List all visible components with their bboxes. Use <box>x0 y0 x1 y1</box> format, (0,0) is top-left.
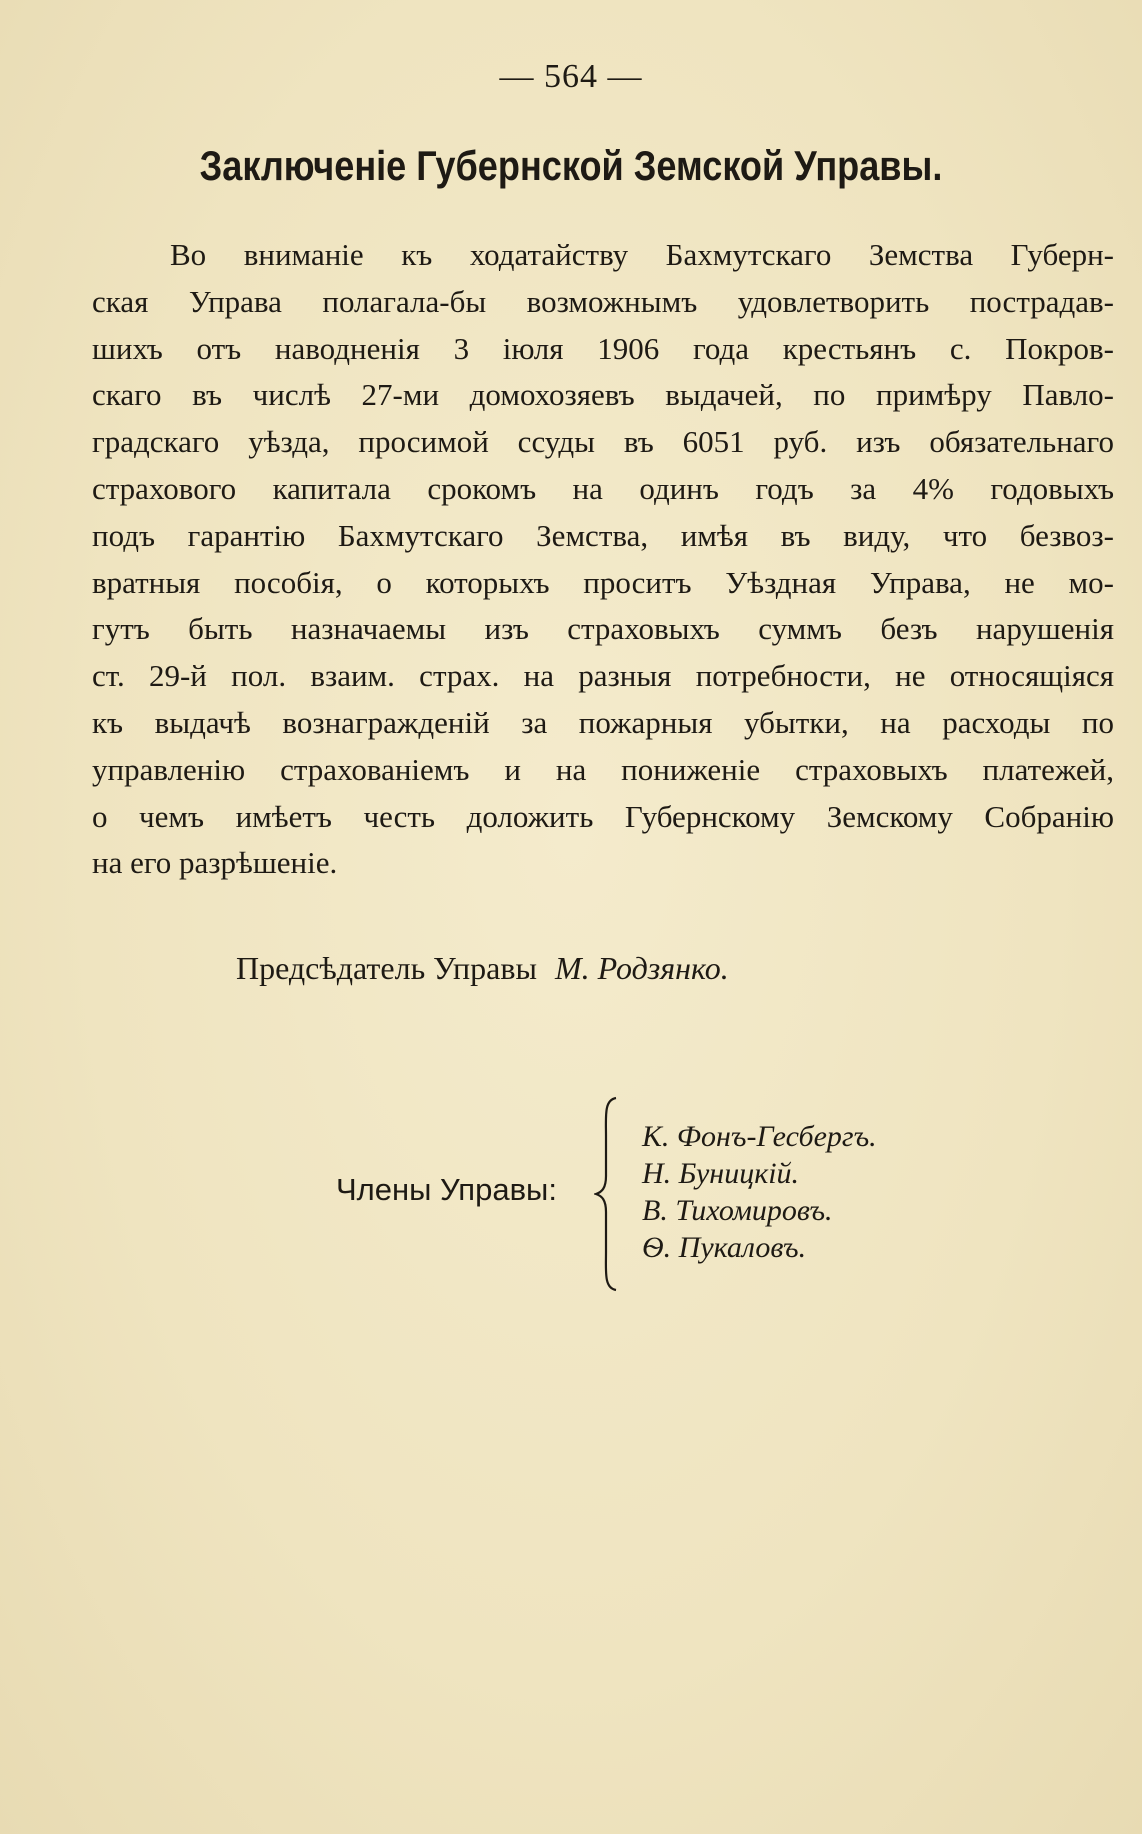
member-name: Ѳ. Пукаловъ. <box>642 1231 807 1264</box>
chairman-signature-line <box>236 950 729 987</box>
paragraph-line: ская Управа полагала-бы возможнымъ удовлетворить пострадав- <box>92 283 1114 319</box>
member-name: К. Фонъ-Гесбергъ. <box>642 1120 877 1153</box>
paragraph-line: градскаго уѣзда, просимой ссуды въ 6051 руб. изъ обязательнаго <box>92 424 1114 460</box>
members-list <box>642 1118 877 1266</box>
paragraph-line: на его разрѣшеніе. <box>92 845 338 881</box>
page-number: — 564 — <box>499 58 643 95</box>
paragraph-line: шихъ отъ наводненія 3 іюля 1906 года крестьянъ с. Покров- <box>92 330 1114 366</box>
member-name: Н. Буницкій. <box>642 1157 800 1190</box>
paragraph-line: къ выдачѣ вознагражденій за пожарныя убытки, на расходы по <box>92 704 1114 740</box>
paragraph-line: о чемъ имѣетъ честь доложить Губернскому Земскому Собранію <box>92 798 1114 834</box>
chairman-name: М. Родзянко. <box>554 950 729 986</box>
paragraph-line: страхового капитала срокомъ на одинъ годъ за 4% годовыхъ <box>92 470 1114 506</box>
paragraph-line: ст. 29-й пол. взаим. страх. на разныя потребности, не относящіяся <box>92 658 1114 694</box>
paragraph-line: подъ гарантію Бахмутскаго Земства, имѣя въ виду, что безвоз- <box>92 517 1114 553</box>
paragraph-line: гутъ быть назначаемы изъ страховыхъ суммъ безъ нарушенія <box>92 611 1114 647</box>
conclusion-paragraph <box>92 232 1114 887</box>
chairman-title: Предсѣдатель Управы <box>236 950 537 986</box>
section-heading: Заключеніе Губернской Земской Управы. <box>199 142 943 189</box>
paragraph-line: управленію страхованіемъ и на пониженіе страховыхъ платежей, <box>92 751 1114 787</box>
members-label: Члены Управы: <box>336 1172 557 1207</box>
member-name: В. Тихомировъ. <box>642 1194 833 1227</box>
curly-brace-icon <box>594 1096 620 1292</box>
paragraph-line: Во вниманіе къ ходатайству Бахмутскаго Земства Губерн- <box>170 237 1114 272</box>
paragraph-line: скаго въ числѣ 27-ми домохозяевъ выдачей, по примѣру Павло- <box>92 377 1114 413</box>
paragraph-line: вратныя пособія, о которыхъ проситъ Уѣздная Управа, не мо- <box>92 564 1114 600</box>
